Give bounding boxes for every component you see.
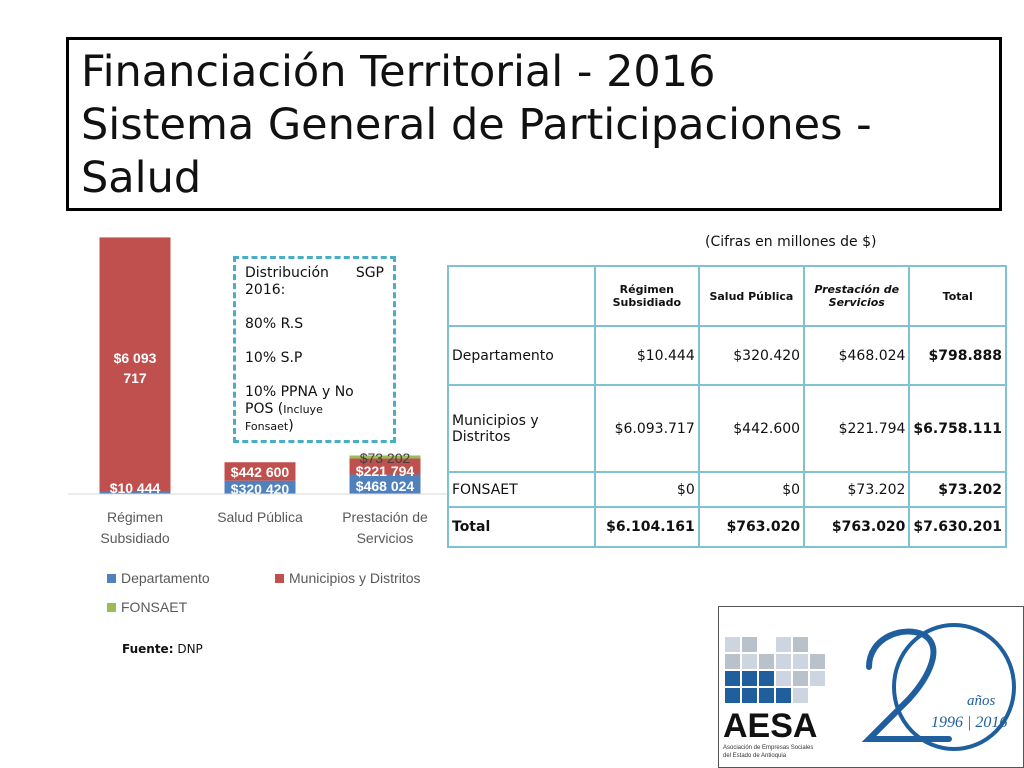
cell-value: $0 [595,472,699,507]
cell-value: $0 [699,472,804,507]
note-item-pos: POS ( [245,401,284,417]
logo-mosaic [725,637,825,703]
category-label: Subsidiado [100,530,170,546]
legend-label: FONSAET [121,599,188,615]
note-item-ppna [245,384,384,435]
data-label-departamento-2: $468 024 [355,478,415,494]
table-header-regimen: Régimen Subsidiado [595,266,699,326]
legend-swatch [275,574,284,583]
logo-aesa-text: AESA [723,707,818,745]
aesa-20-years-logo [718,606,1024,768]
category-label: Régimen [106,509,164,525]
financing-table [447,265,1007,548]
row-label: Municipios y Distritos [448,385,595,472]
row-label: Departamento [448,326,595,385]
logo-square [725,637,740,652]
logo-square [759,654,774,669]
logo-square [776,637,791,652]
note-item-sp: 10% S.P [245,350,303,366]
logo-subtitle-1: Asociación de Empresas Sociales [723,745,814,751]
logo-square [793,688,808,703]
logo-square [742,637,757,652]
cell-total: $763.020 [699,507,804,547]
data-label-fonsaet-2: $73 202 [359,450,411,466]
data-label-municipios-0-line1: $6 093 [113,350,157,366]
logo-square [725,671,740,686]
cell-total: $73.202 [909,472,1006,507]
table-header-prestacion: Prestación de Servicios [804,266,909,326]
data-label-municipios-2: $221 794 [355,463,415,479]
cell-value: $221.794 [804,385,909,472]
logo-square [793,671,808,686]
table-header-salud: Salud Pública [699,266,804,326]
note-item-rs: 80% R.S [245,316,304,332]
row-label: FONSAET [448,472,595,507]
table-row [448,326,1006,385]
logo-square [793,654,808,669]
table-row [448,472,1006,507]
cell-total: $763.020 [804,507,909,547]
note-heading [245,265,384,282]
cell-value: $320.420 [699,326,804,385]
table-header-empty [448,266,595,326]
note-item-ppna-text: 10% PPNA y No [245,384,354,400]
logo-square [742,688,757,703]
category-label: Salud Pública [217,509,303,525]
cell-total: $6.104.161 [595,507,699,547]
logo-anos: años [967,693,996,709]
table-header-row [448,266,1006,326]
category-label: Prestación de [342,509,428,525]
cell-total: $798.888 [909,326,1006,385]
source-value: DNP [177,642,203,656]
cell-value: $10.444 [595,326,699,385]
legend-swatch [107,603,116,612]
data-label-departamento-0: $10 444 [109,480,161,496]
title-line-1: Financiación Territorial - 2016 [81,47,716,97]
cell-value: $468.024 [804,326,909,385]
cell-value: $6.093.717 [595,385,699,472]
table-total-row [448,507,1006,547]
source-note [122,642,203,656]
logo-square [810,671,825,686]
table-header-total: Total [909,266,1006,326]
logo-square [776,688,791,703]
title-box [66,37,1002,211]
note-item-close: ) [288,418,294,434]
data-label-departamento-1: $320 420 [230,481,290,497]
source-label: Fuente: [122,642,174,656]
cell-value: $73.202 [804,472,909,507]
logo-square [725,688,740,703]
cell-total: $6.758.111 [909,385,1006,472]
data-label-municipios-0-line2: 717 [123,370,147,386]
legend-label: Municipios y Distritos [289,570,421,586]
legend-label: Departamento [121,570,210,586]
logo-square [793,637,808,652]
note-item-incluye: Incluye [283,403,323,416]
title-line-2: Sistema General de Participaciones - [81,100,872,150]
note-heading-word2: SGP [355,265,384,281]
logo-years: 1996 | 2016 [931,714,1008,731]
title-line-3: Salud [81,153,202,203]
note-year: 2016: [245,282,286,298]
cell-total: $7.630.201 [909,507,1006,547]
note-item-fonsaet: Fonsaet [245,420,289,433]
cell-value: $442.600 [699,385,804,472]
logo-square [742,671,757,686]
legend-swatch [107,574,116,583]
logo-square [742,654,757,669]
units-note: (Cifras en millones de $) [705,234,877,250]
table-row [448,385,1006,472]
logo-graphic [719,607,1024,768]
logo-square [776,654,791,669]
logo-square [810,654,825,669]
logo-square [759,688,774,703]
category-label: Servicios [356,530,414,546]
logo-square [725,654,740,669]
logo-subtitle-2: del Estado de Antioquia [723,753,787,759]
logo-square [776,671,791,686]
note-heading-word1: Distribución [245,265,329,281]
logo-square [759,671,774,686]
distribution-note-box [233,256,396,443]
data-label-municipios-1: $442 600 [230,464,290,480]
row-label: Total [448,507,595,547]
